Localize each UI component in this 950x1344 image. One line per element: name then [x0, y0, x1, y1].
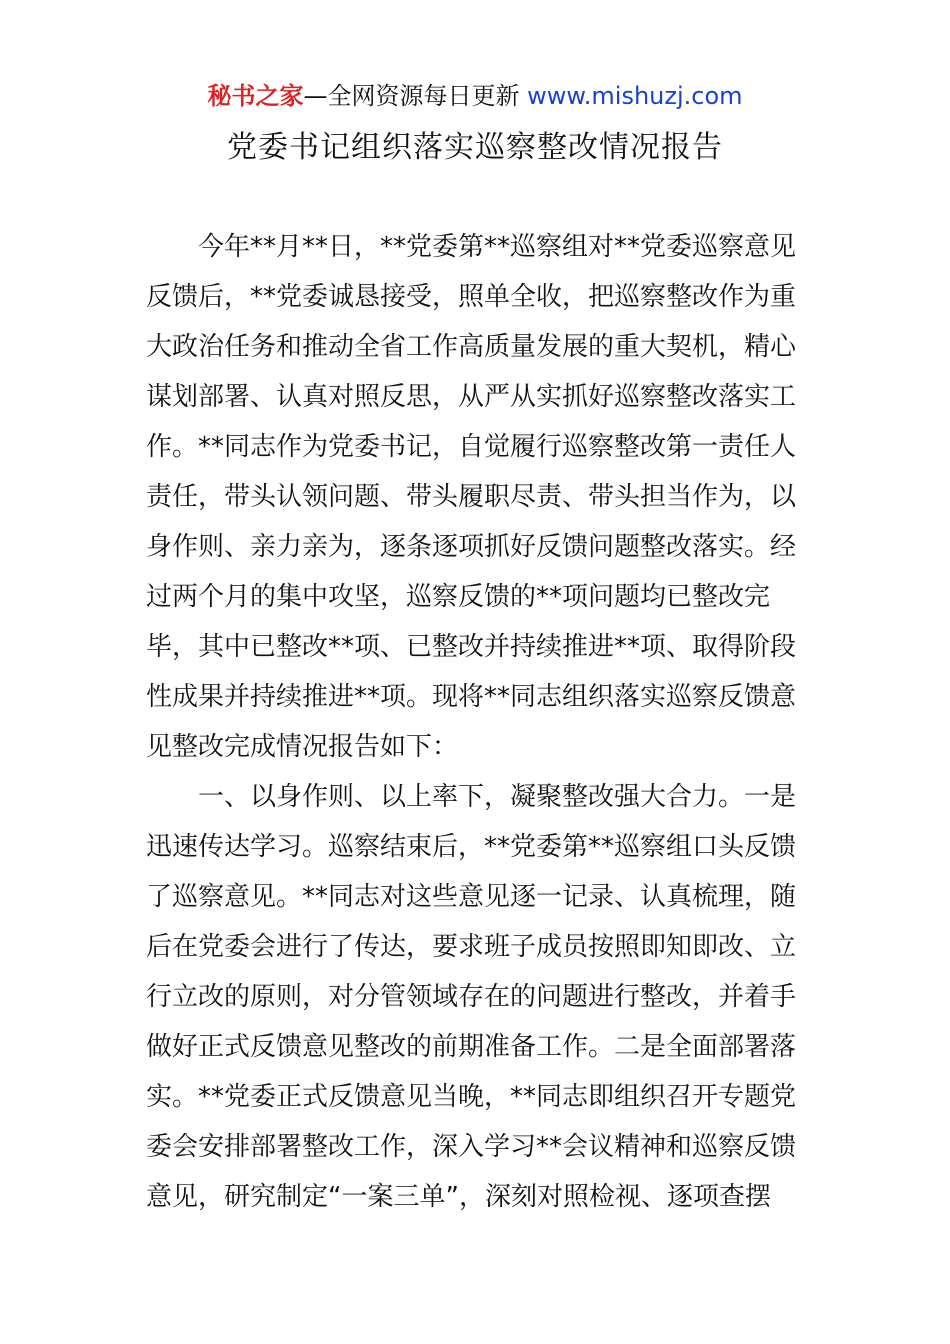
- document-title: 党委书记组织落实巡察整改情况报告: [227, 130, 723, 165]
- body-line: 谋划部署、认真对照反思，从严从实抓好巡察整改落实工: [146, 382, 797, 412]
- document-body: [146, 222, 810, 1222]
- body-line: 毕，其中已整改**项、已整改并持续推进**项、取得阶段: [146, 632, 797, 662]
- body-line: 见整改完成情况报告如下：: [146, 732, 459, 762]
- body-line: 一、以身作则、以上率下，凝聚整改强大合力。一是: [146, 782, 797, 812]
- body-line: 了巡察意见。**同志对这些意见逐一记录、认真梳理，随: [146, 882, 797, 912]
- body-line: 性成果并持续推进**项。现将**同志组织落实巡察反馈意: [146, 682, 797, 712]
- body-line: 做好正式反馈意见整改的前期准备工作。二是全面部署落: [146, 1032, 797, 1062]
- header-tagline: —全网资源每日更新: [303, 82, 528, 110]
- body-line: 后在党委会进行了传达，要求班子成员按照即知即改、立: [146, 932, 797, 962]
- site-url-link[interactable]: www.mishuzj.com: [527, 82, 743, 110]
- body-line: 作。**同志作为党委书记，自觉履行巡察整改第一责任人: [146, 432, 797, 462]
- body-line: 实。**党委正式反馈意见当晚，**同志即组织召开专题党: [146, 1082, 797, 1112]
- brand-name: 秘书之家: [207, 82, 304, 110]
- body-line: 大政治任务和推动全省工作高质量发展的重大契机，精心: [146, 332, 797, 362]
- body-line: 过两个月的集中攻坚，巡察反馈的**项问题均已整改完: [146, 582, 771, 612]
- body-line: 行立改的原则，对分管领域存在的问题进行整改，并着手: [146, 982, 797, 1012]
- body-line: 身作则、亲力亲为，逐条逐项抓好反馈问题整改落实。经: [146, 532, 797, 562]
- body-line: 反馈后，**党委诚恳接受，照单全收，把巡察整改作为重: [146, 282, 797, 312]
- body-line: 今年**月**日，**党委第**巡察组对**党委巡察意见: [146, 232, 797, 262]
- body-line: 意见，研究制定“一案三单”，深刻对照检视、逐项查摆: [146, 1182, 771, 1212]
- body-line: 委会安排部署整改工作，深入学习**会议精神和巡察反馈: [146, 1132, 797, 1162]
- site-header: [0, 80, 950, 112]
- body-line: 责任，带头认领问题、带头履职尽责、带头担当作为，以: [146, 482, 797, 512]
- body-line: 迅速传达学习。巡察结束后，**党委第**巡察组口头反馈: [146, 832, 797, 862]
